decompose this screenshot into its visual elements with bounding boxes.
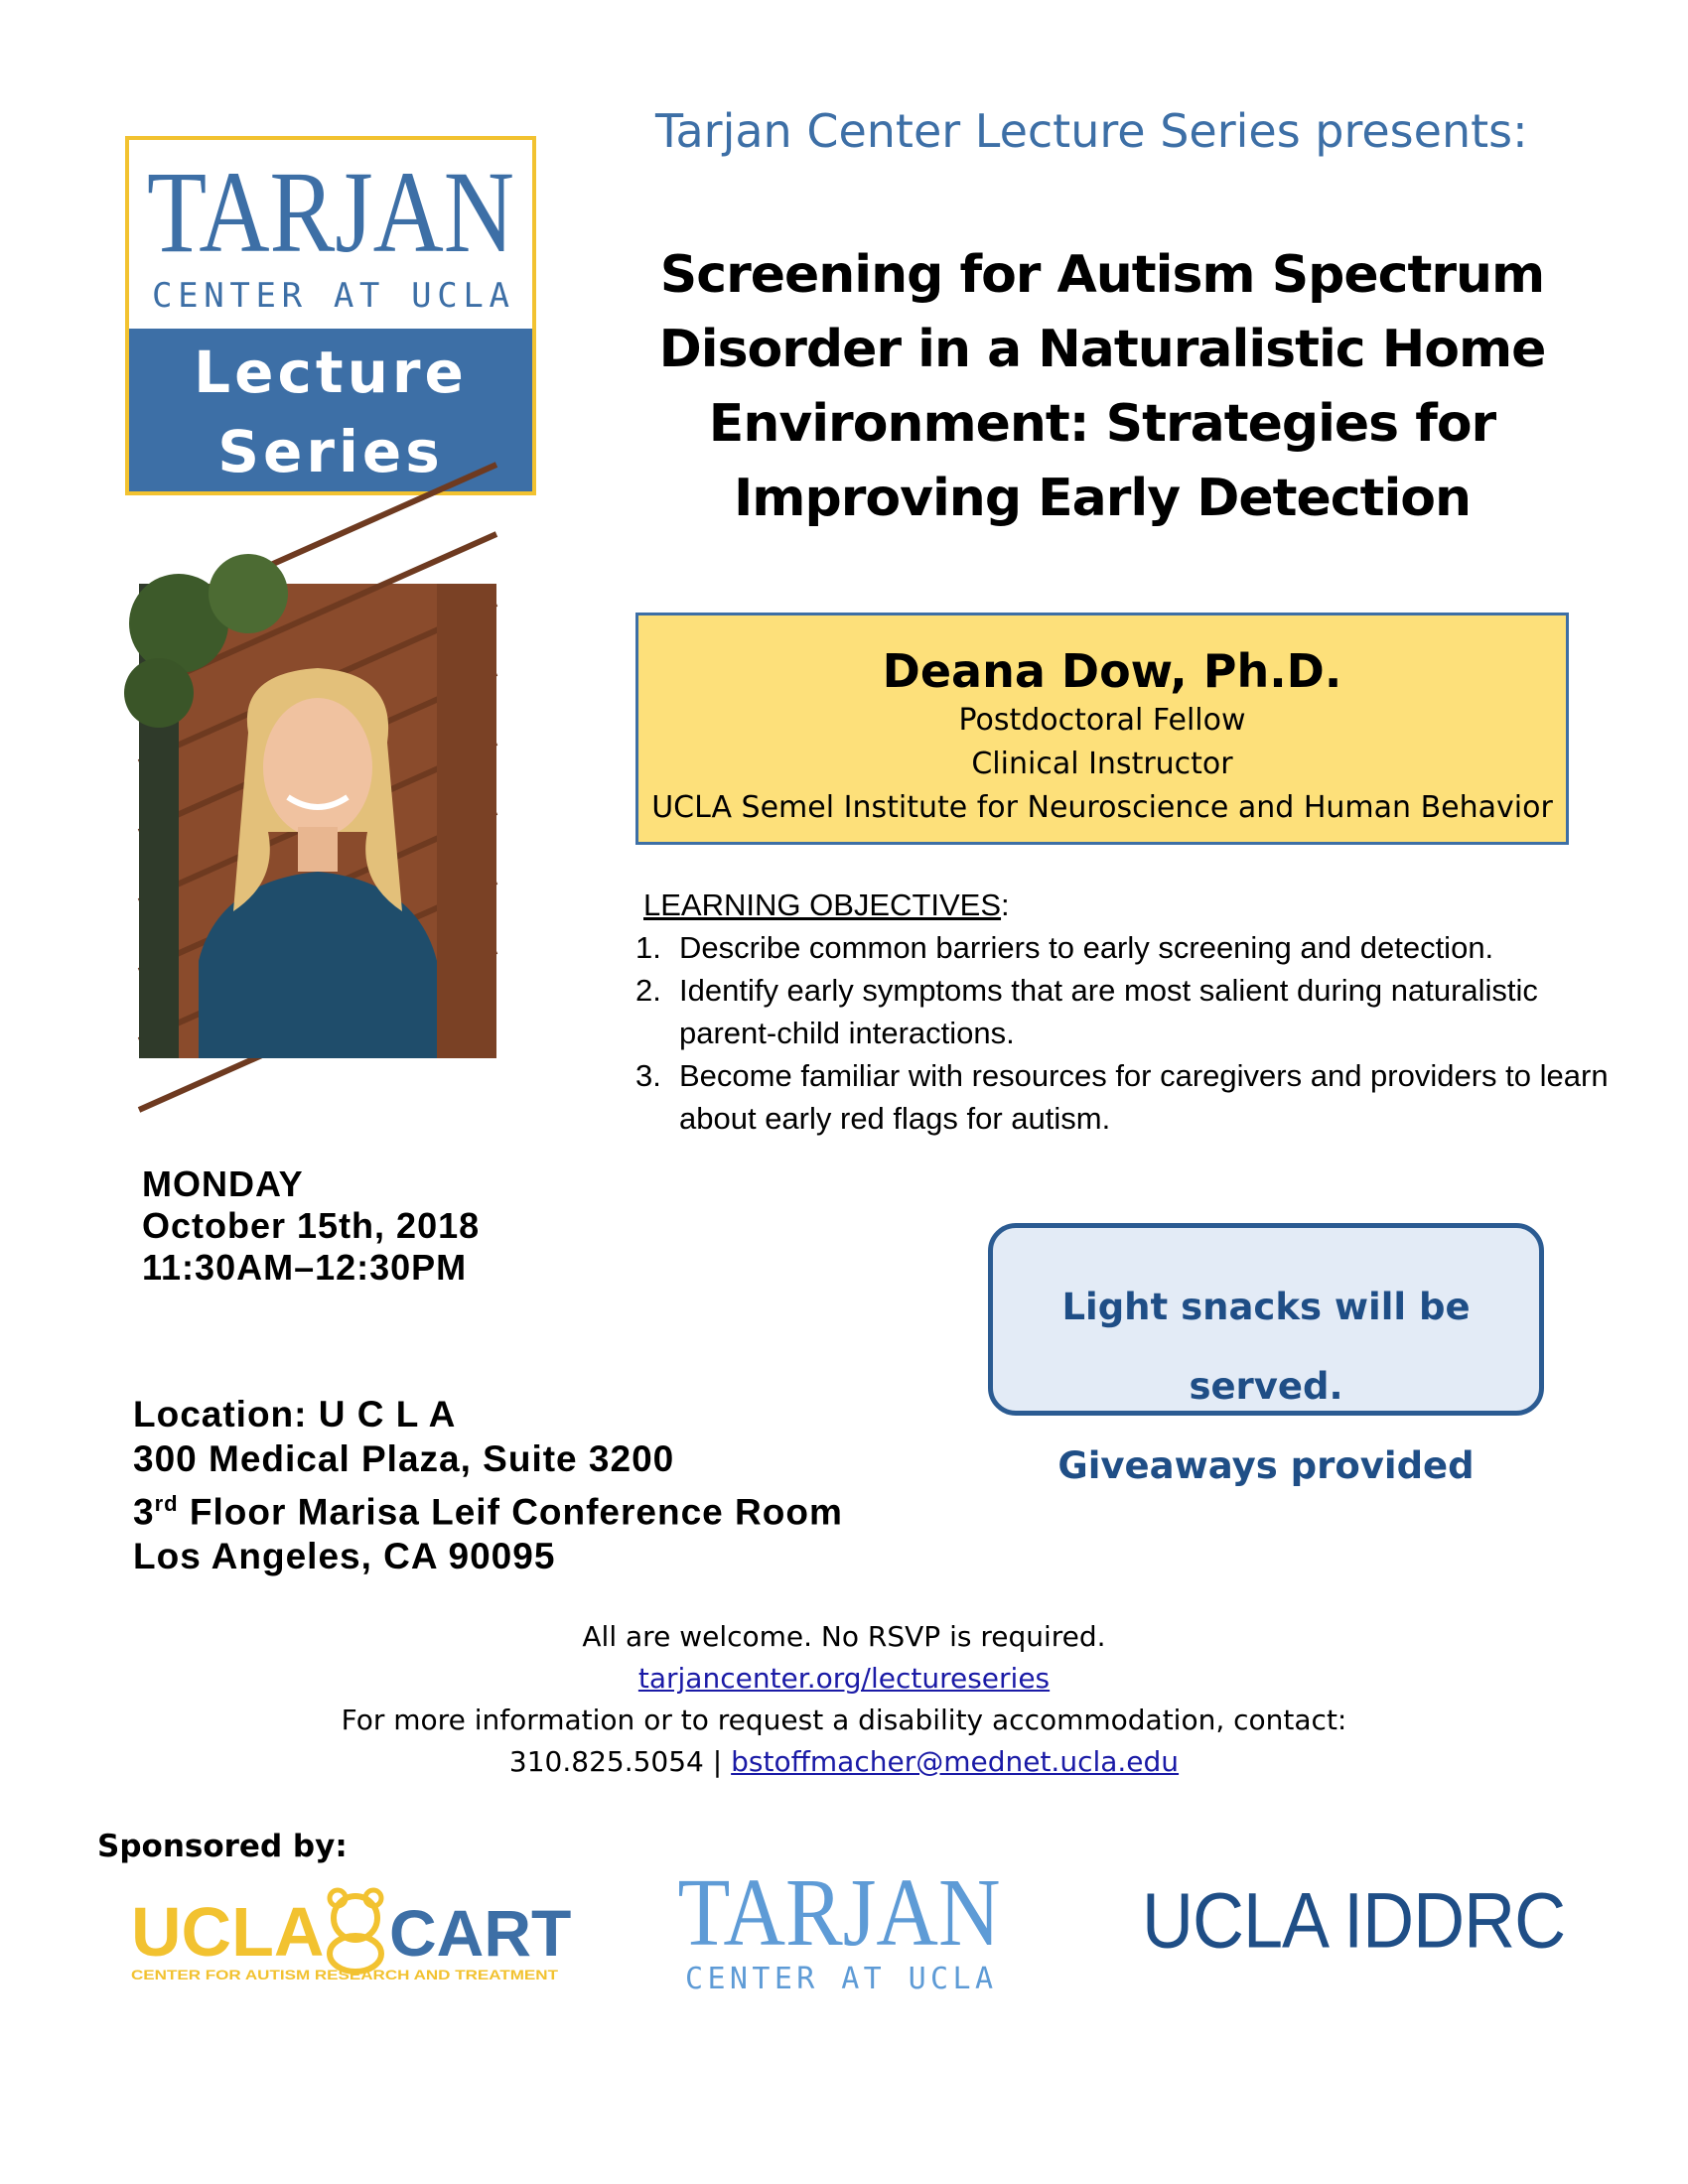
- speaker-role: Clinical Instructor: [971, 747, 1233, 781]
- lecture-title: [635, 238, 1569, 536]
- tarjan-subtitle: CENTER AT UCLA: [685, 1962, 993, 1996]
- title-line: Environment: Strategies for: [708, 394, 1496, 454]
- welcome-text: All are welcome. No RSVP is required.: [582, 1620, 1106, 1653]
- cart-subtitle: CENTER FOR AUTISM RESEARCH AND TREATMENT: [131, 1967, 559, 1982]
- series-title: Tarjan Center Lecture Series presents:: [655, 104, 1528, 158]
- floor-number: 3: [133, 1491, 155, 1533]
- cart-ucla-text: UCLA: [131, 1893, 325, 1971]
- objective-number: 2.: [635, 973, 661, 1008]
- event-date: October 15th, 2018: [142, 1205, 481, 1246]
- tarjan-center-logo-mark: [129, 140, 532, 329]
- objective-item: [635, 926, 1609, 969]
- floor-suffix: rd: [154, 1491, 179, 1516]
- giveaways-line: Giveaways provided: [1057, 1444, 1475, 1487]
- objectives-heading-colon: :: [1001, 887, 1010, 922]
- location-room: [133, 1481, 843, 1534]
- objective-number: 1.: [635, 930, 661, 965]
- phone-number: 310.825.5054: [508, 1745, 704, 1778]
- room-name: Floor Marisa Leif Conference Room: [178, 1491, 843, 1533]
- ucla-cart-logo: [129, 1876, 572, 1985]
- event-time: 11:30AM–12:30PM: [142, 1247, 468, 1288]
- location-address: 300 Medical Plaza, Suite 3200: [133, 1438, 675, 1479]
- logo-lecture-word: Lecture: [194, 339, 468, 406]
- ucla-iddrc-logo: UCLA IDDRC: [1142, 1877, 1566, 1966]
- sponsored-by-label: Sponsored by:: [97, 1829, 348, 1864]
- location-city: Los Angeles, CA 90095: [133, 1536, 556, 1577]
- logo-tarjan-text: TARJAN: [147, 147, 514, 277]
- tarjan-lecture-series-logo: [125, 136, 536, 495]
- objective-item: [635, 969, 1609, 1054]
- tarjan-text: TARJAN: [677, 1859, 1001, 1967]
- objective-item: [635, 1054, 1609, 1140]
- speaker-name: Deana Dow, Ph.D.: [882, 644, 1342, 698]
- event-date-time: [142, 1163, 480, 1289]
- logo-lecture-series-band: [129, 329, 532, 491]
- snacks-callout: [988, 1223, 1544, 1487]
- location-label: Location: U C L A: [133, 1394, 457, 1434]
- learning-objectives: [635, 884, 1609, 1140]
- teddy-bear-icon: [330, 1890, 381, 1972]
- speaker-info-box: [635, 613, 1569, 845]
- logo-series-word: Series: [217, 418, 444, 485]
- objective-number: 3.: [635, 1058, 661, 1093]
- website-link[interactable]: tarjancenter.org/lectureseries: [637, 1662, 1051, 1695]
- tarjan-center-logo: [675, 1861, 1003, 2000]
- snacks-line: Light snacks will be served.: [1061, 1286, 1471, 1408]
- speaker-affiliation: UCLA Semel Institute for Neuroscience and Human Behavior: [651, 790, 1553, 825]
- contact-line: [199, 1741, 1489, 1783]
- objectives-heading-row: [635, 884, 1609, 926]
- logo-center-text: CENTER AT UCLA: [152, 276, 509, 316]
- title-line: Screening for Autism Spectrum: [659, 245, 1545, 305]
- objective-text: Describe common barriers to early screening and detection.: [679, 930, 1494, 965]
- info-text: For more information or to request a disability accommodation, contact:: [341, 1704, 1347, 1736]
- footer-info: [199, 1616, 1489, 1783]
- title-line: Disorder in a Naturalistic Home: [658, 320, 1546, 379]
- objective-text: Become familiar with resources for caregivers and providers to learn about early red flags for autism.: [679, 1058, 1609, 1136]
- contact-separator: |: [712, 1745, 723, 1778]
- title-line: Improving Early Detection: [733, 469, 1472, 528]
- objectives-heading: LEARNING OBJECTIVES: [643, 887, 1002, 922]
- speaker-photo: [139, 584, 496, 1058]
- objective-text: Identify early symptoms that are most salient during naturalistic parent-child interactions.: [679, 973, 1538, 1050]
- event-day: MONDAY: [142, 1163, 304, 1204]
- email-link[interactable]: bstoffmacher@mednet.ucla.edu: [731, 1745, 1180, 1778]
- event-location: [133, 1392, 843, 1578]
- speaker-role: Postdoctoral Fellow: [958, 703, 1246, 738]
- cart-text: CART: [389, 1896, 572, 1970]
